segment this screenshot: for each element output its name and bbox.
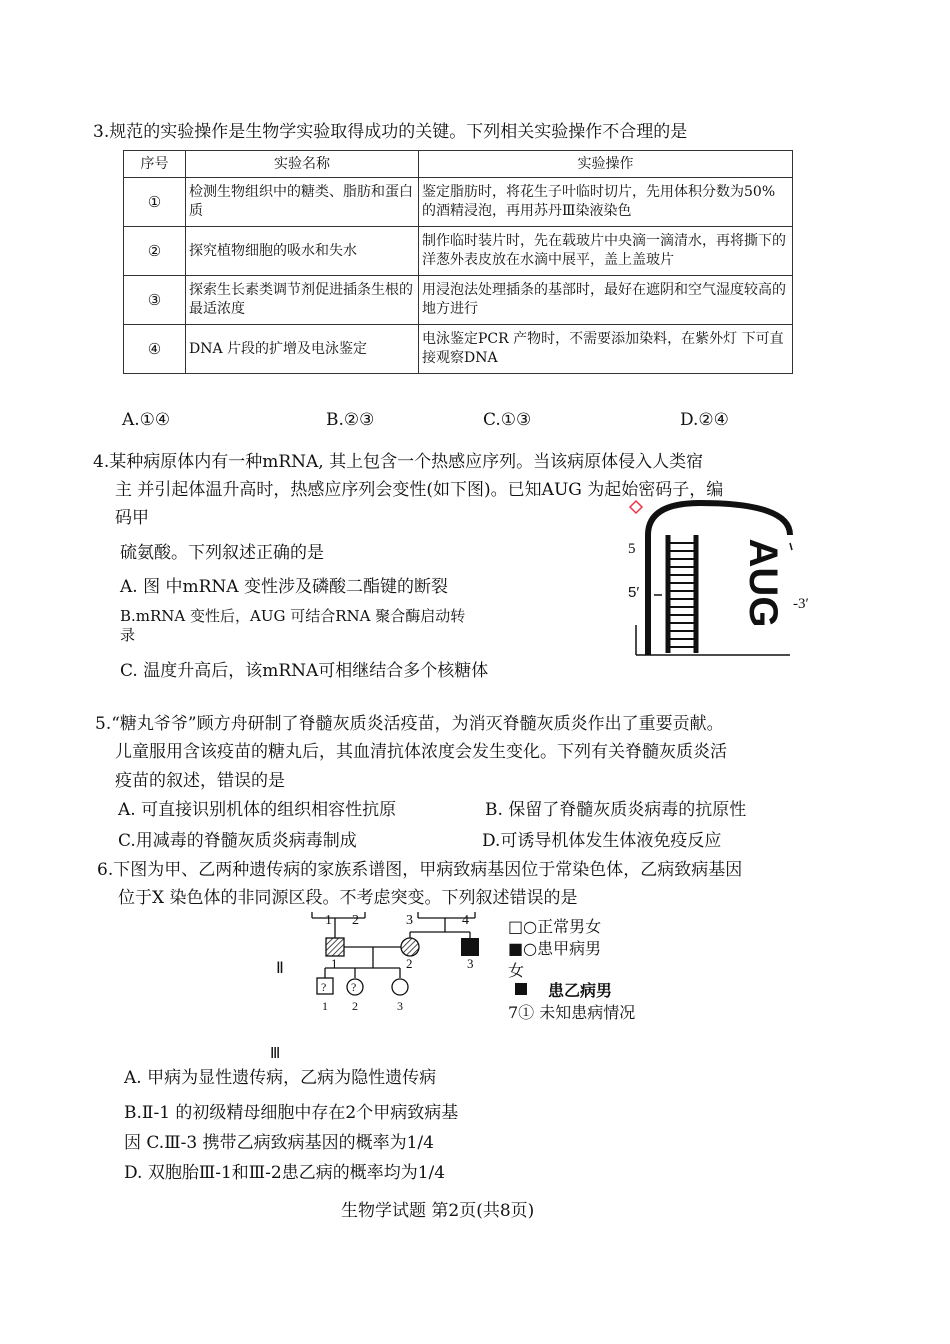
gen1-label-4: 4 xyxy=(462,913,469,928)
q5-option-b: B. 保留了脊髓灰质炎病毒的抗原性 xyxy=(485,800,747,820)
q5-option-d: D.可诱导机体发生体液免疫反应 xyxy=(482,831,722,851)
diamond-marker-icon xyxy=(630,501,642,513)
pedigree-ii1-male-icon xyxy=(326,938,344,956)
q4-stem-line2: 主 并引起体温升高时，热感应序列会变性(如下图)。已知AUG 为起始密码子，编 xyxy=(115,480,724,500)
table-header-row xyxy=(124,151,793,178)
row-op: 电泳鉴定PCR 产物时，不需要添加染料，在紫外灯 下可直接观察DNA xyxy=(419,325,793,374)
q3-option-d: D.②④ xyxy=(680,410,729,430)
row-no: ③ xyxy=(124,276,186,325)
pedigree-ii3-male-icon xyxy=(461,938,479,956)
mrna-hairpin-svg xyxy=(600,495,830,660)
row-op: 制作临时装片时，先在载玻片中央滴一滴清水，再将撕下的洋葱外表皮放在水滴中展平，盖上盖玻片 xyxy=(419,227,793,276)
label-3-prime: -3′ xyxy=(793,596,809,612)
codon-label: AUG xyxy=(741,538,785,628)
table-row xyxy=(124,178,793,227)
legend-disease-a: ■○患甲病男 xyxy=(508,939,602,958)
q6-option-a: A. 甲病为显性遗传病，乙病为隐性遗传病 xyxy=(124,1068,437,1088)
q4-stem-line3: 码甲 xyxy=(115,508,149,528)
q5-stem-line2: 儿童服用含该疫苗的糖丸后，其血清抗体浓度会发生变化。下列有关脊髓灰质炎活 xyxy=(115,742,727,762)
legend-normal: □○正常男女 xyxy=(508,917,602,936)
table-header-op: 实验操作 xyxy=(419,151,793,178)
gen3-label-2: 2 xyxy=(352,999,358,1013)
row-name: 探究植物细胞的吸水和失水 xyxy=(186,227,419,276)
gen3-label: Ⅲ xyxy=(270,1046,281,1060)
gen1-label-3: 3 xyxy=(406,913,413,928)
q5-stem-line3: 疫苗的叙述，错误的是 xyxy=(115,771,285,791)
row-op: 用浸泡法处理插条的基部时，最好在遮阴和空气湿度较高的地方进行 xyxy=(419,276,793,325)
q3-option-c: C.①③ xyxy=(483,410,532,430)
q5-option-a: A. 可直接识别机体的组织相容性抗原 xyxy=(118,800,397,820)
row-name: 探索生长素类调节剂促进插条生根的最适浓度 xyxy=(186,276,419,325)
pedigree-iii3-female-icon xyxy=(392,979,408,995)
row-op: 鉴定脂肪时，将花生子叶临时切片，先用体积分数为50%的酒精浸泡，再用苏丹Ⅲ染液染色 xyxy=(419,178,793,227)
q3-option-a: A.①④ xyxy=(122,410,171,430)
gen1-label-2: 2 xyxy=(352,913,359,928)
q6-stem-line2: 位于X 染色体的非同源区段。不考虑突变。下列叙述错误的是 xyxy=(118,888,578,908)
gen3-label-3: 3 xyxy=(397,999,403,1013)
legend-disease-a-cont: 女 xyxy=(508,961,525,980)
tick-mark xyxy=(790,543,792,550)
unknown-mark-1: ? xyxy=(321,980,327,994)
page-footer: 生物学试题 第2页(共8页) xyxy=(341,1201,535,1221)
mrna-hairpin-figure xyxy=(600,495,830,660)
table-row xyxy=(124,227,793,276)
row-name: DNA 片段的扩增及电泳鉴定 xyxy=(186,325,419,374)
q4-option-c: C. 温度升高后，该mRNA可相继结合多个核糖体 xyxy=(120,661,489,681)
row-no: ① xyxy=(124,178,186,227)
q4-option-b-cont: 录 xyxy=(120,626,136,644)
q6-option-b: B.Ⅱ-1 的初级精母细胞中存在2个甲病致病基 xyxy=(124,1103,459,1123)
q6-option-d: D. 双胞胎Ⅲ-1和Ⅲ-2患乙病的概率均为1/4 xyxy=(124,1163,446,1183)
row-no: ② xyxy=(124,227,186,276)
label-5: 5 xyxy=(628,541,636,557)
gen1-label-1: 1 xyxy=(325,913,332,928)
q3-option-b: B.②③ xyxy=(326,410,375,430)
pedigree-ii2-female-icon xyxy=(401,938,419,956)
pedigree-figure xyxy=(270,910,500,1060)
q6-option-b-c: 因 C.Ⅲ-3 携带乙病致病基因的概率为1/4 xyxy=(124,1133,434,1153)
gen2-label-3: 3 xyxy=(467,956,474,971)
table-header-name: 实验名称 xyxy=(186,151,419,178)
gen2-label-2: 2 xyxy=(406,956,413,971)
unknown-mark-2: ? xyxy=(351,980,357,994)
q5-stem-line1: 5.“糖丸爷爷”顾方舟研制了脊髓灰质炎活疫苗，为消灭脊髓灰质炎作出了重要贡献。 xyxy=(95,714,724,734)
legend-disease-b: 患乙病男 xyxy=(548,983,613,1000)
gen2-label: Ⅱ xyxy=(276,960,284,977)
label-5-prime: 5′ xyxy=(628,584,640,601)
gen2-label-1: 1 xyxy=(331,956,338,971)
q4-option-b: B.mRNA 变性后，AUG 可结合RNA 聚合酶启动转 xyxy=(120,607,466,625)
q5-option-c: C.用减毒的脊髓灰质炎病毒制成 xyxy=(118,831,357,851)
table-row xyxy=(124,325,793,374)
q4-option-a: A. 图 中mRNA 变性涉及磷酸二酯键的断裂 xyxy=(120,577,448,597)
row-no: ④ xyxy=(124,325,186,374)
base-pair-rungs xyxy=(668,543,696,647)
table-row xyxy=(124,276,793,325)
q4-stem-line1: 4.某种病原体内有一种mRNA, 其上包含一个热感应序列。当该病原体侵入人类宿 xyxy=(93,452,704,472)
pedigree-svg xyxy=(270,910,500,1060)
legend-unknown: 7① 未知患病情况 xyxy=(508,1003,636,1022)
q6-stem-line1: 6.下图为甲、乙两种遗传病的家族系谱图，甲病致病基因位于常染色体，乙病致病基因 xyxy=(97,860,743,880)
table-header-no: 序号 xyxy=(124,151,186,178)
q3-stem: 3.规范的实验操作是生物学实验取得成功的关键。下列相关实验操作不合理的是 xyxy=(93,122,688,142)
q3-experiment-table xyxy=(123,150,793,374)
q4-stem-line4: 硫氨酸。下列叙述正确的是 xyxy=(120,543,324,563)
row-name: 检测生物组织中的糖类、脂肪和蛋白质 xyxy=(186,178,419,227)
gen3-label-1: 1 xyxy=(322,999,328,1013)
legend-filled-square-icon xyxy=(515,983,527,995)
